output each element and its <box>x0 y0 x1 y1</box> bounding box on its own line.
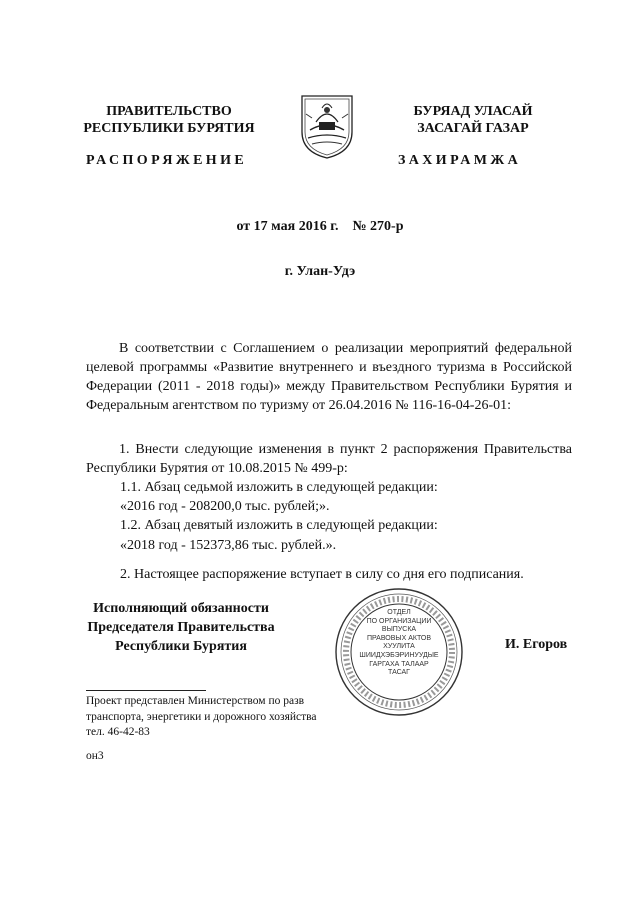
item-1-2: 1.2. Абзац девятый изложить в следующей редакции: <box>120 518 438 533</box>
signatory-title-line1: Исполняющий обязанности <box>93 601 269 616</box>
stamp-line: ШИИДХЭБЭРИНУУДЫЕ <box>359 651 439 659</box>
stamp-line: ТАСАГ <box>388 669 410 677</box>
footer-line2: транспорта, энергетики и дорожного хозяйства <box>86 711 317 723</box>
date-number: от 17 мая 2016 г. № 270-р <box>236 219 404 234</box>
signatory-title-line2: Председателя Правительства <box>87 620 275 635</box>
left-header <box>60 103 278 137</box>
left-header-line1: ПРАВИТЕЛЬСТВО <box>106 104 232 119</box>
stamp-line: ХУУЛИТА <box>383 643 415 651</box>
footer-line1: Проект представлен Министерством по разв <box>86 695 305 707</box>
official-stamp <box>334 587 464 717</box>
footer-code: он3 <box>86 750 104 762</box>
signatory-title-line3: Республики Бурятия <box>115 639 247 654</box>
stamp-line: ОТДЕЛ <box>387 609 411 616</box>
left-doc-title: РАСПОРЯЖЕНИЕ <box>86 153 248 168</box>
item-1-1-text: «2016 год - 208200,0 тыс. рублей;». <box>120 499 330 514</box>
right-header <box>378 103 568 137</box>
stamp-line: ПО ОРГАНИЗАЦИИ <box>366 617 432 625</box>
coat-of-arms-emblem <box>298 92 356 160</box>
right-doc-title: ЗАХИРАМЖА <box>398 153 522 168</box>
item-1: 1. Внести следующие изменения в пункт 2 распоряжения Правительства Республики Бурятия от 10.08.2015 № 499-р: <box>86 442 572 476</box>
item-1-1: 1.1. Абзац седьмой изложить в следующей редакции: <box>120 480 438 495</box>
footer-divider <box>86 690 206 691</box>
left-header-line2: РЕСПУБЛИКИ БУРЯТИЯ <box>83 121 255 136</box>
right-header-line1: БУРЯАД УЛАСАЙ <box>413 104 533 119</box>
stamp-center-text <box>354 609 444 678</box>
item-1-2-text: «2018 год - 152373,86 тыс. рублей.». <box>120 538 337 553</box>
stamp-line: ПРАВОВЫХ АКТОВ <box>366 634 432 642</box>
stamp-line: ВЫПУСКА <box>381 626 417 634</box>
city: г. Улан-Удэ <box>284 264 356 279</box>
signatory-title <box>70 599 292 656</box>
right-header-line2: ЗАСАГАЙ ГАЗАР <box>417 121 529 136</box>
preamble-paragraph: В соответствии с Соглашением о реализации мероприятий федеральной целевой программы «Развитие внутреннего и въездного туризма в Российской Федерации (2011 - 2018 годы)» между Правительством Республики Бурятия и Федеральным агентством по туризму от 26.04.2016 № 116-16-04-26-01: <box>86 341 572 413</box>
item-2: 2. Настоящее распоряжение вступает в силу со дня его подписания. <box>120 567 524 582</box>
footer-phone: тел. 46-42-83 <box>86 726 150 738</box>
signatory-name: И. Егоров <box>505 637 568 652</box>
stamp-line: ГАРГАХА ТАЛААР <box>369 660 429 668</box>
